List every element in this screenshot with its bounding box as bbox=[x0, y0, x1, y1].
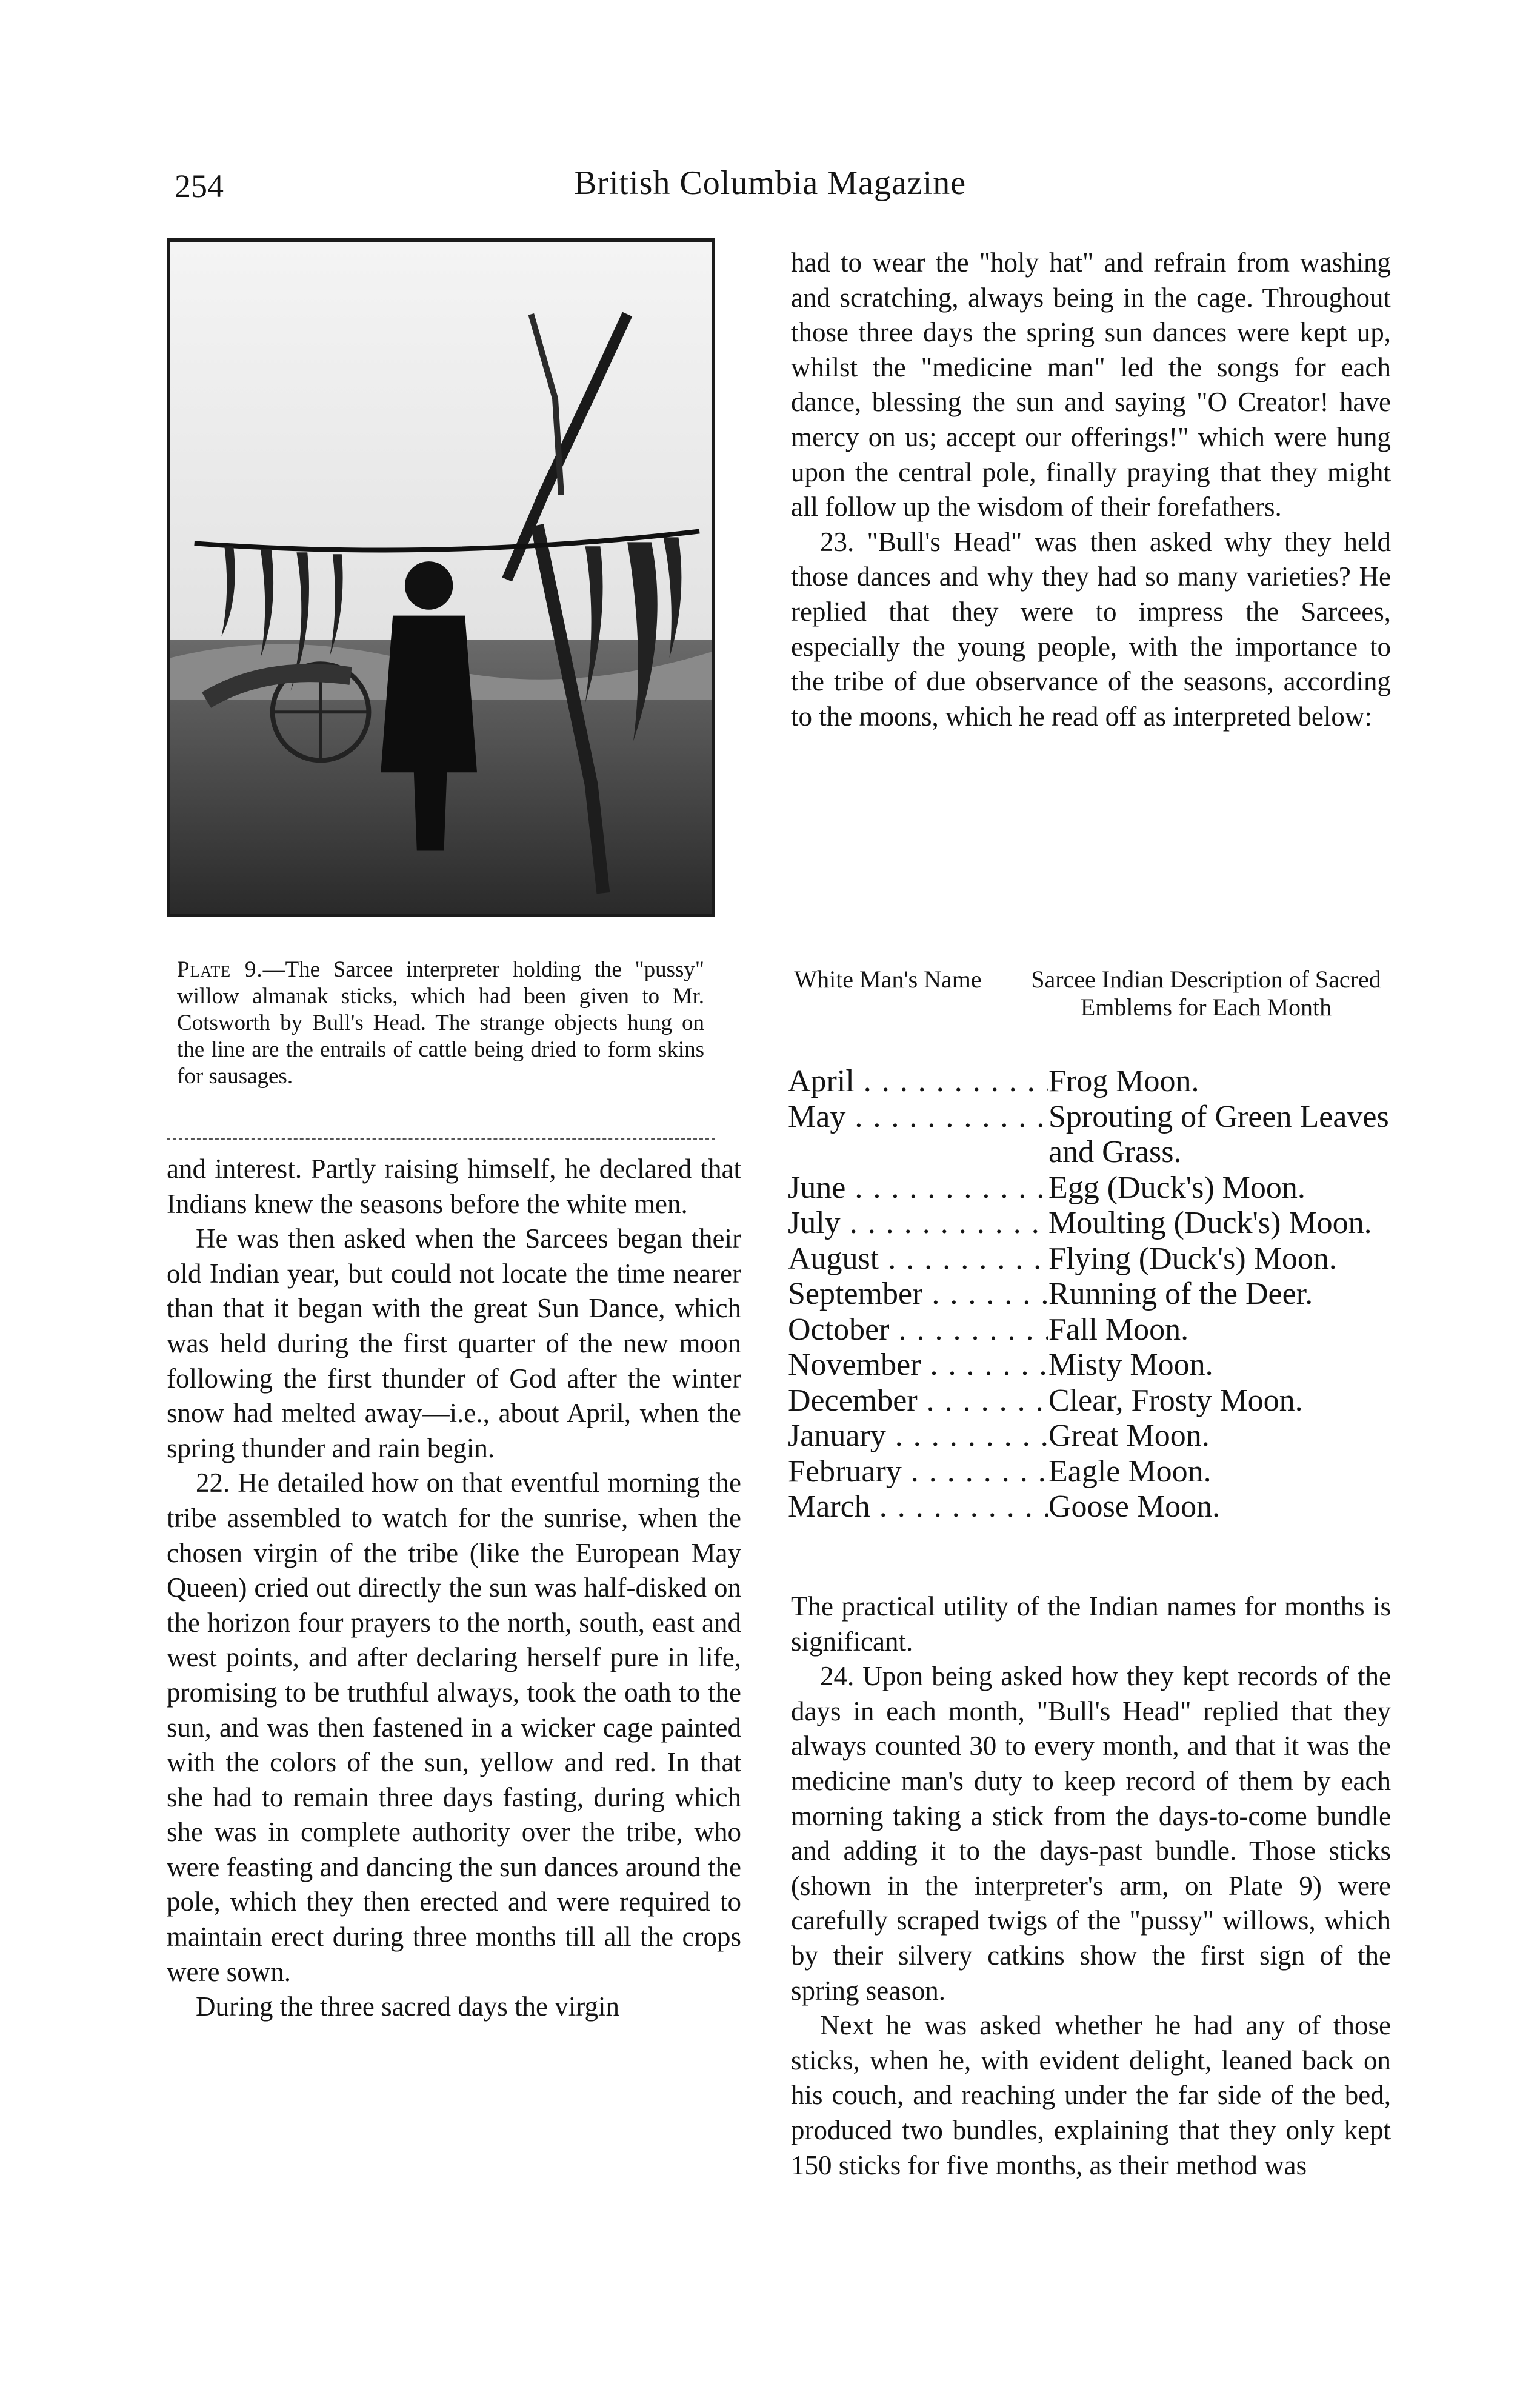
right-column-bottom bbox=[791, 1589, 1391, 2183]
table-row bbox=[788, 1171, 1394, 1206]
table-row bbox=[788, 1489, 1394, 1525]
table-row bbox=[788, 1206, 1394, 1241]
month-description: Egg (Duck's) Moon. bbox=[1048, 1170, 1305, 1205]
month-name: June . . . bbox=[788, 1171, 1048, 1206]
month-name: March . . . bbox=[788, 1489, 1048, 1525]
month-name: August . . . bbox=[788, 1241, 1048, 1277]
month-description: Goose Moon. bbox=[1048, 1489, 1221, 1524]
month-description: Running of the Deer. bbox=[1048, 1277, 1313, 1311]
page-number: 254 bbox=[175, 168, 224, 204]
month-description: Frog Moon. bbox=[1048, 1064, 1199, 1098]
month-description: Moulting (Duck's) Moon. bbox=[1048, 1206, 1372, 1240]
month-name: November . . . bbox=[788, 1348, 1048, 1383]
month-table bbox=[788, 1064, 1394, 1525]
caption-divider bbox=[167, 1138, 715, 1140]
table-row bbox=[788, 1064, 1394, 1100]
table-row bbox=[788, 1383, 1394, 1419]
month-description: Great Moon. bbox=[1048, 1418, 1210, 1453]
table-row bbox=[788, 1277, 1394, 1312]
month-description: Sprouting of Green Leaves and Grass. bbox=[1048, 1099, 1389, 1169]
month-name: February . . . bbox=[788, 1454, 1048, 1490]
paragraph: and interest. Partly raising himself, he declared that Indians knew the seasons before the white men. bbox=[167, 1154, 741, 1219]
table-row bbox=[788, 1100, 1394, 1171]
month-description: Clear, Frosty Moon. bbox=[1048, 1383, 1303, 1418]
month-name: July . . . bbox=[788, 1206, 1048, 1241]
right-column-top bbox=[791, 246, 1391, 734]
plate-caption bbox=[177, 957, 704, 1090]
month-description: Misty Moon. bbox=[1048, 1348, 1213, 1382]
running-head: British Columbia Magazine bbox=[573, 164, 967, 202]
month-name: October . . . bbox=[788, 1312, 1048, 1348]
left-column bbox=[167, 1152, 741, 2025]
table-row bbox=[788, 1348, 1394, 1383]
paragraph: 23. "Bull's Head" was then asked why they held those dances and why they had so many varieties? He replied that they were to impress the Sarcees, especially the young people, with the importance to the tribe of due observance of the seasons, according to the moons, which he read off as interpreted below: bbox=[791, 526, 1391, 732]
table-header-white-mans-name: White Man's Name bbox=[794, 966, 982, 993]
paragraph: During the three sacred days the virgin bbox=[196, 1991, 619, 2022]
month-name: May . . . bbox=[788, 1100, 1048, 1171]
plate-caption-label: Plate 9. bbox=[177, 957, 263, 982]
table-header-sarcee-description: Sarcee Indian Description of Sacred Emblems for Each Month bbox=[1031, 966, 1381, 1021]
plate-caption-text: —The Sarcee interpreter holding the "pussy" willow almanak sticks, which had been given to Mr. Cotsworth by Bull's Head. The strange objects hung on the line are the entrails of cattle being dried to form skins for sausages. bbox=[177, 957, 705, 1089]
paragraph: 24. Upon being asked how they kept records of the days in each month, "Bull's Head" replied that they always counted 30 to every month, and that it was the medicine man's duty to keep record of them by each morning taking a stick from the days-to-come bundle and adding it to the days-past bundle. Those sticks (shown in the interpreter's arm, on Plate 9) were carefully scraped twigs of the "pussy" willows, which by their silvery catkins show the first sign of the spring season. bbox=[791, 1661, 1391, 2006]
paragraph: The practical utility of the Indian names for months is significant. bbox=[791, 1591, 1391, 1657]
table-row bbox=[788, 1241, 1394, 1277]
table-row bbox=[788, 1312, 1394, 1348]
paragraph: He was then asked when the Sarcees began their old Indian year, but could not locate the time nearer than that it began with the great Sun Dance, which was held during the first quarter of the new moon following the first thunder of God after the winter snow had melted away—i.e., about April, when the spring thunder and rain begin. bbox=[167, 1223, 741, 1463]
paragraph: 22. He detailed how on that eventful morning the tribe assembled to watch for the sunrise, when the chosen virgin of the tribe (like the European May Queen) cried out directly the sun was half-disked on the horizon four prayers to the north, south, east and west points, and after declaring herself pure in life, promising to be truthful always, took the oath to the sun, and was then fastened in a wicker cage painted with the colors of the sun, yellow and red. In that she had to remain three days fasting, during which she was in complete authority over the tribe, who were feasting and dancing the sun dances around the pole, which they then erected and were required to maintain erect during three months till all the crops were sown. bbox=[167, 1468, 741, 1987]
paragraph: had to wear the "holy hat" and refrain from washing and scratching, always being in the cage. Throughout those three days the spring sun dances were kept up, whilst the "medicine man" led the songs for each dance, blessing the sun and saying "O Creator! have mercy on us; accept our offerings!" which were hung upon the central pole, finally praying that they might all follow up the wisdom of their forefathers. bbox=[791, 247, 1391, 523]
plate-photograph bbox=[167, 238, 715, 917]
plate-illustration bbox=[170, 242, 712, 914]
table-row bbox=[788, 1418, 1394, 1454]
paragraph: Next he was asked whether he had any of those sticks, when he, with evident delight, leaned back on his couch, and reaching under the far side of the bed, produced two bundles, explaining that they only kept 150 sticks for five months, as their method was bbox=[791, 2010, 1391, 2180]
month-name: September . . . bbox=[788, 1277, 1048, 1312]
month-name: January . . . bbox=[788, 1418, 1048, 1454]
month-description: Eagle Moon. bbox=[1048, 1454, 1212, 1489]
table-row bbox=[788, 1454, 1394, 1490]
month-description: Flying (Duck's) Moon. bbox=[1048, 1241, 1337, 1276]
month-name: December . . . bbox=[788, 1383, 1048, 1419]
month-description: Fall Moon. bbox=[1048, 1312, 1189, 1347]
month-name: April . . . bbox=[788, 1064, 1048, 1100]
